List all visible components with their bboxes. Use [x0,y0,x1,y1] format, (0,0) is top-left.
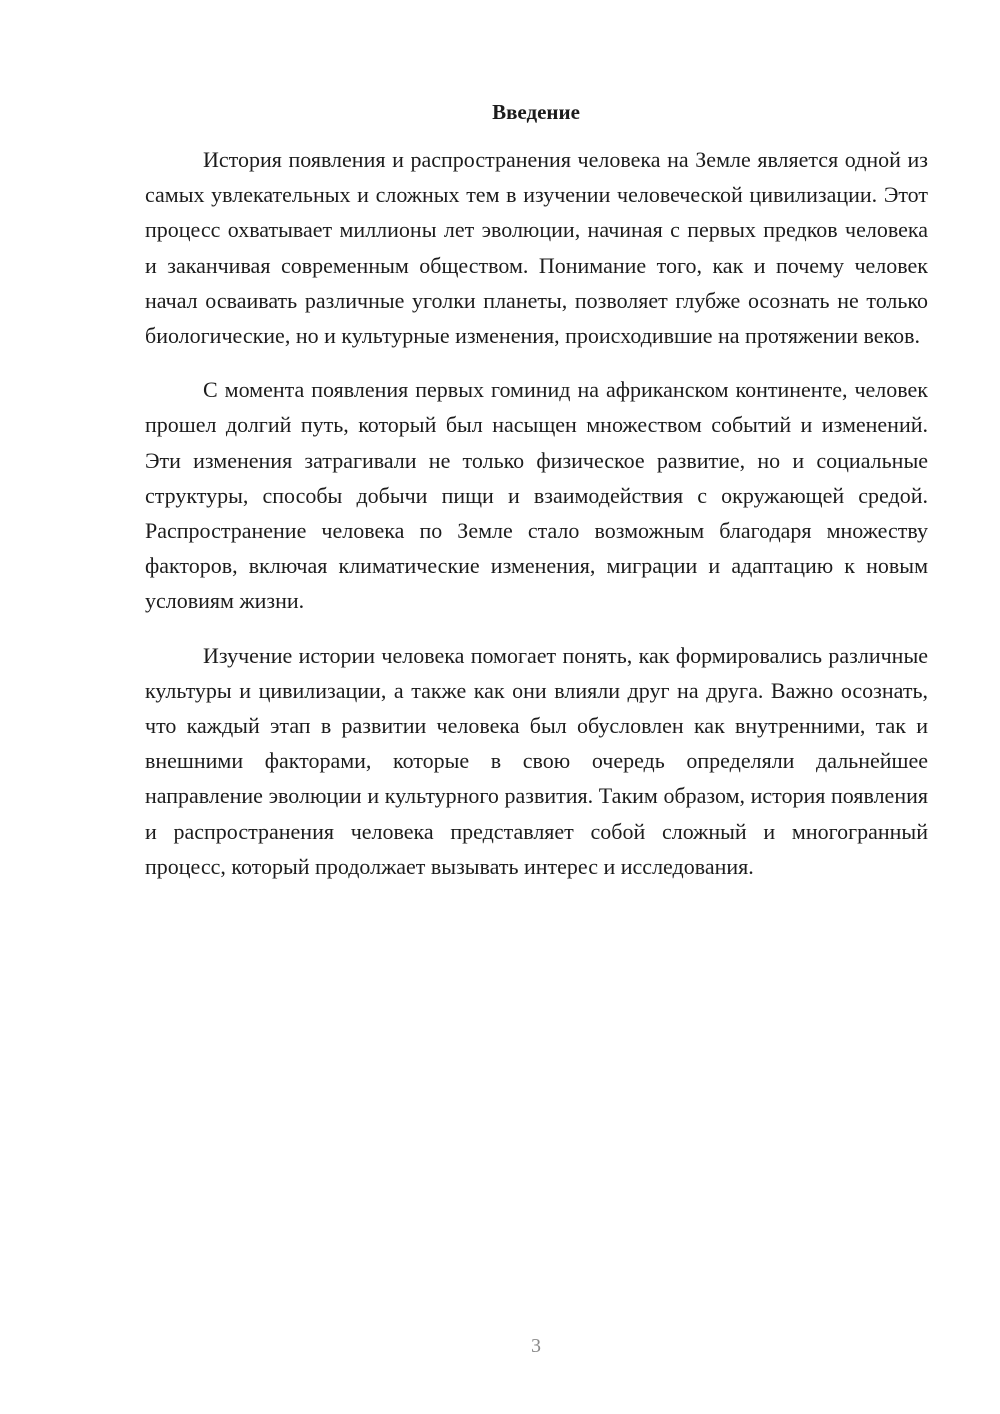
paragraph-3: Изучение истории человека помогает понять, как формировались различные культуры и цивилизации, а также как они влияли друг на друга. Важно осознать, что каждый этап в развитии человека был обусловлен как внутренними, так и внешними факторами, которые в свою очередь определяли дальнейшее направление эволюции и культурного развития. Таким образом, история появления и распространения человека представляет собой сложный и многогранный процесс, который продолжает вызывать интерес и исследования. [145,642,928,879]
page-number: 3 [531,1335,541,1357]
section-heading: Введение [492,100,580,124]
body-text [145,142,928,903]
paragraph-2: С момента появления первых гоминид на африканском континенте, человек прошел долгий путь, который был насыщен множеством событий и изменений. Эти изменения затрагивали не только физическое развитие, но и социальные структуры, способы добычи пищи и взаимодействия с окружающей средой. Распространение человека по Земле стало возможным благодаря множеству факторов, включая климатические изменения, миграции и адаптацию к новым условиям жизни. [145,377,928,614]
paragraph-1: История появления и распространения человека на Земле является одной из самых увлекательных и сложных тем в изучении человеческой цивилизации. Этот процесс охватывает миллионы лет эволюции, начиная с первых предков человека и заканчивая современным обществом. Понимание того, как и почему человек начал осваивать различные уголки планеты, позволяет глубже осознать не только биологические, но и культурные изменения, происходившие на протяжении веков. [145,147,928,349]
